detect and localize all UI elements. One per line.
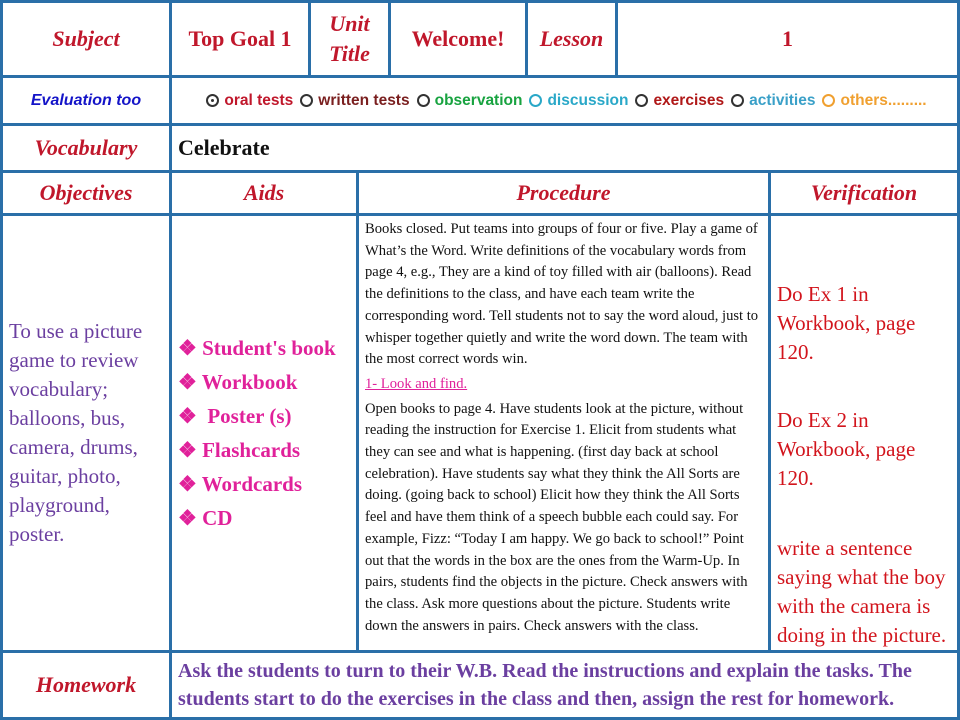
verification-item-3: write a sentence saying what the boy with the camera is doing in the picture. (777, 536, 947, 647)
verification-cell (768, 213, 960, 653)
unit-title-value: Welcome! (388, 0, 528, 78)
aid-item: ❖ Wordcards (178, 472, 303, 496)
aid-item: ❖ Poster (s) (178, 404, 292, 428)
aids-cell (169, 213, 359, 653)
vocabulary-value: Celebrate (169, 123, 960, 173)
procedure-paragraph-2: Open books to page 4. Have students look at the picture, without reading the instruction for Exercise 1. Elicit from students what they can see and what is happening. (first day back at school celebration). Have students say what they think the All Sorts are doing. (going back to school) Elicit how they think the All Sorts feel and have them think of a speech bubble each could say. For example, Fizz: “Today I am happy. We go back to school!” Point out that the words in the box are the ones from the Warm-Up. In pairs, students find the objects in the picture. Check answers with the class. Ask more questions about the picture. Students write down the answers in pairs. Check answers with the class. (365, 400, 748, 634)
lesson-value: 1 (615, 0, 960, 78)
radio-icon[interactable] (731, 94, 744, 107)
unit-title-label-line2: Title (329, 41, 370, 66)
aid-item: ❖ Flashcards (178, 438, 301, 462)
eval-option-exercises: exercises (653, 91, 725, 109)
eval-option-observation: observation (434, 91, 523, 109)
unit-title-label-line1: Unit (329, 11, 370, 36)
verification-item-1: Do Ex 1 in Workbook, page 120. (777, 282, 916, 364)
aid-item: ❖ Workbook (178, 370, 298, 394)
objectives-text: To use a picture game to review vocabulary; balloons, bus, camera, drums, guitar, photo, playground, poster. (9, 319, 143, 546)
radio-selected-icon[interactable] (206, 94, 219, 107)
eval-option-oral-tests: oral tests (224, 91, 294, 109)
verification-item-2: Do Ex 2 in Workbook, page 120. (777, 408, 916, 490)
homework-text: Ask the students to turn to their W.B. Read the instructions and explain the tasks. The students start to do the exercises in the class and then, assign the rest for homework. (169, 650, 960, 720)
radio-icon[interactable] (417, 94, 430, 107)
subject-label: Subject (0, 0, 172, 78)
eval-option-others: others......... (840, 91, 927, 109)
aid-item: ❖ Student's book (178, 336, 336, 360)
radio-icon[interactable] (822, 94, 835, 107)
aid-item: ❖ CD (178, 506, 233, 530)
unit-title-label (308, 0, 391, 78)
radio-icon[interactable] (529, 94, 542, 107)
eval-option-written-tests: written tests (318, 91, 410, 109)
objectives-cell (0, 213, 172, 653)
procedure-link-look-and-find[interactable]: 1- Look and find. (365, 375, 468, 392)
subject-value: Top Goal 1 (169, 0, 311, 78)
procedure-paragraph-1: Books closed. Put teams into groups of four or five. Play a game of What’s the Word. Write definitions of the vocabulary words from page 4, e.g., They are a kind of toy filled with air (balloons). Read the definitions to the class, and have each team write the corresponding word. Tell students not to say the word aloud, just to whisper together quietly and write the word down. The team with the most correct words win. (365, 221, 759, 368)
homework-label: Homework (0, 650, 172, 720)
verification-header: Verification (768, 170, 960, 216)
aids-header: Aids (169, 170, 359, 216)
objectives-header: Objectives (0, 170, 172, 216)
procedure-header: Procedure (356, 170, 771, 216)
vocabulary-label: Vocabulary (0, 123, 172, 173)
procedure-cell (356, 213, 771, 653)
evaluation-label: Evaluation too (0, 75, 172, 126)
radio-icon[interactable] (635, 94, 648, 107)
lesson-label: Lesson (525, 0, 618, 78)
radio-icon[interactable] (300, 94, 313, 107)
evaluation-options (169, 75, 960, 126)
eval-option-discussion: discussion (547, 91, 629, 109)
eval-option-activities: activities (749, 91, 816, 109)
